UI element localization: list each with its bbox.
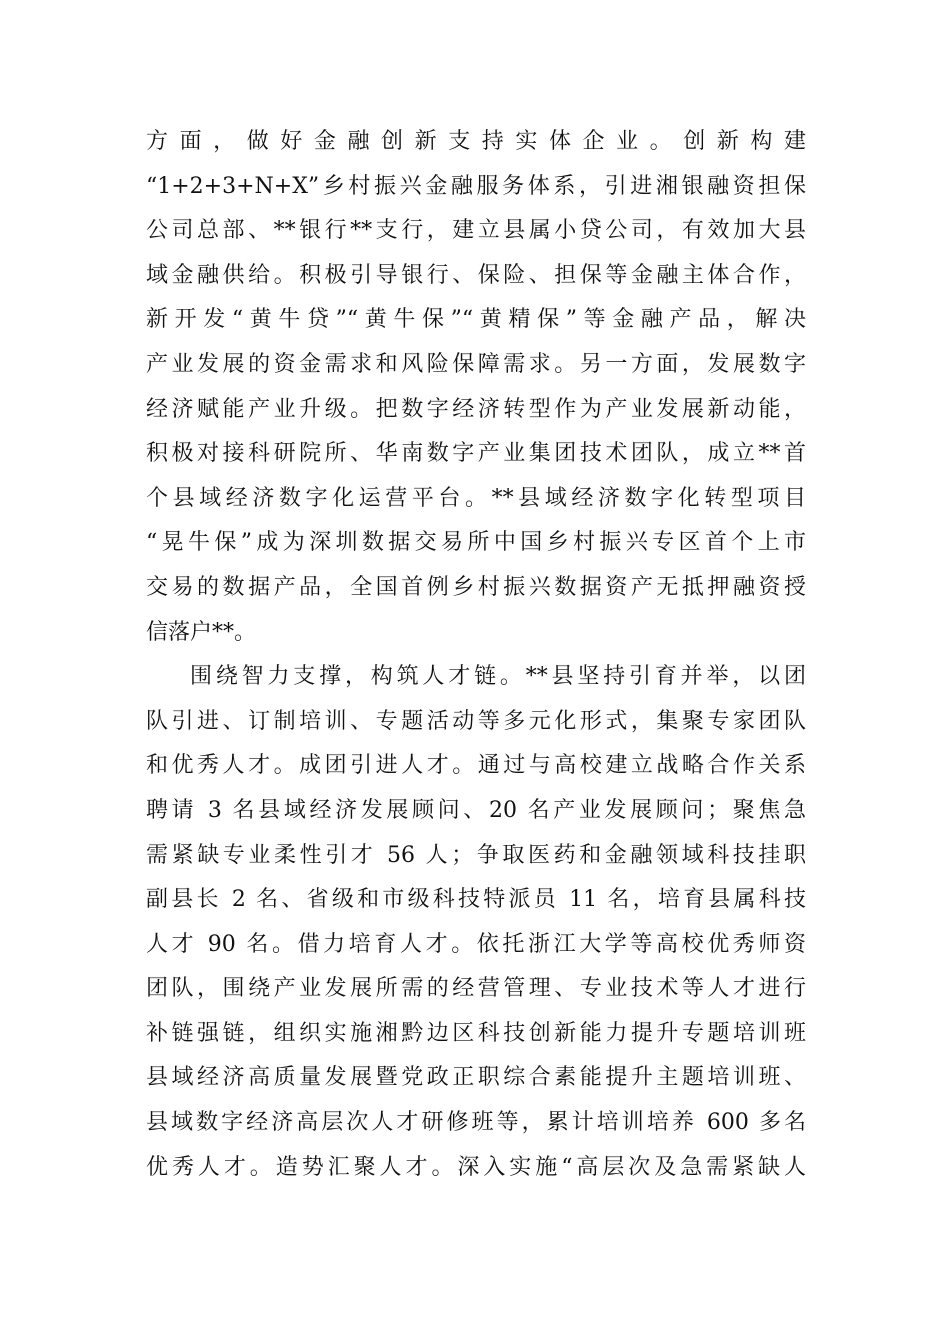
text-line: 聘请 3 名县域经济发展顾问、20 名产业发展顾问；聚焦急 bbox=[146, 797, 806, 823]
text-line: 产业发展的资金需求和风险保障需求。另一方面，发展数字 bbox=[146, 351, 806, 377]
text-line: 队引进、订制培训、专题活动等多元化形式，集聚专家团队 bbox=[146, 708, 806, 734]
text-line: 域金融供给。积极引导银行、保险、担保等金融主体合作， bbox=[146, 262, 806, 288]
text-line: “晃牛保”成为深圳数据交易所中国乡村振兴专区首个上市 bbox=[146, 530, 806, 556]
text-line: 县域经济高质量发展暨党政正职综合素能提升主题培训班、 bbox=[146, 1065, 806, 1091]
text-line: 围绕智力支撑，构筑人才链。**县坚持引育并举，以团 bbox=[190, 664, 806, 690]
text-line: 信落户**。 bbox=[146, 619, 257, 645]
text-line: 补链强链，组织实施湘黔边区科技创新能力提升专题培训班 bbox=[146, 1020, 806, 1046]
text-line: “1+2+3+N+X”乡村振兴金融服务体系，引进湘银融资担保 bbox=[146, 173, 806, 199]
text-line: 县域数字经济高层次人才研修班等，累计培训培养 600 多名 bbox=[146, 1110, 806, 1136]
text-line: 人才 90 名。借力培育人才。依托浙江大学等高校优秀师资 bbox=[146, 931, 806, 957]
text-line: 优秀人才。造势汇聚人才。深入实施“高层次及急需紧缺人 bbox=[146, 1154, 806, 1180]
text-line: 副县长 2 名、省级和市级科技特派员 11 名，培育县属科技 bbox=[146, 887, 806, 913]
text-line: 经济赋能产业升级。把数字经济转型作为产业发展新动能， bbox=[146, 396, 806, 422]
paragraph-talent bbox=[146, 655, 806, 1190]
text-line: 和优秀人才。成团引进人才。通过与高校建立战略合作关系 bbox=[146, 753, 806, 779]
text-line: 团队，围绕产业发展所需的经营管理、专业技术等人才进行 bbox=[146, 976, 806, 1002]
text-line: 方面，做好金融创新支持实体企业。创新构建 bbox=[146, 129, 806, 154]
paragraph-finance bbox=[146, 120, 806, 655]
text-line: 新开发“黄牛贷”“黄牛保”“黄精保”等金融产品，解决 bbox=[146, 307, 806, 333]
text-line: 积极对接科研院所、华南数字产业集团技术团队，成立**首 bbox=[146, 441, 806, 467]
text-line: 交易的数据产品，全国首例乡村振兴数据资产无抵押融资授 bbox=[146, 574, 806, 600]
text-line: 个县域经济数字化运营平台。**县域经济数字化转型项目 bbox=[146, 485, 806, 511]
text-line: 需紧缺专业柔性引才 56 人；争取医药和金融领域科技挂职 bbox=[146, 842, 806, 868]
text-line: 公司总部、**银行**支行，建立县属小贷公司，有效加大县 bbox=[146, 218, 806, 244]
document-body bbox=[146, 120, 806, 1190]
